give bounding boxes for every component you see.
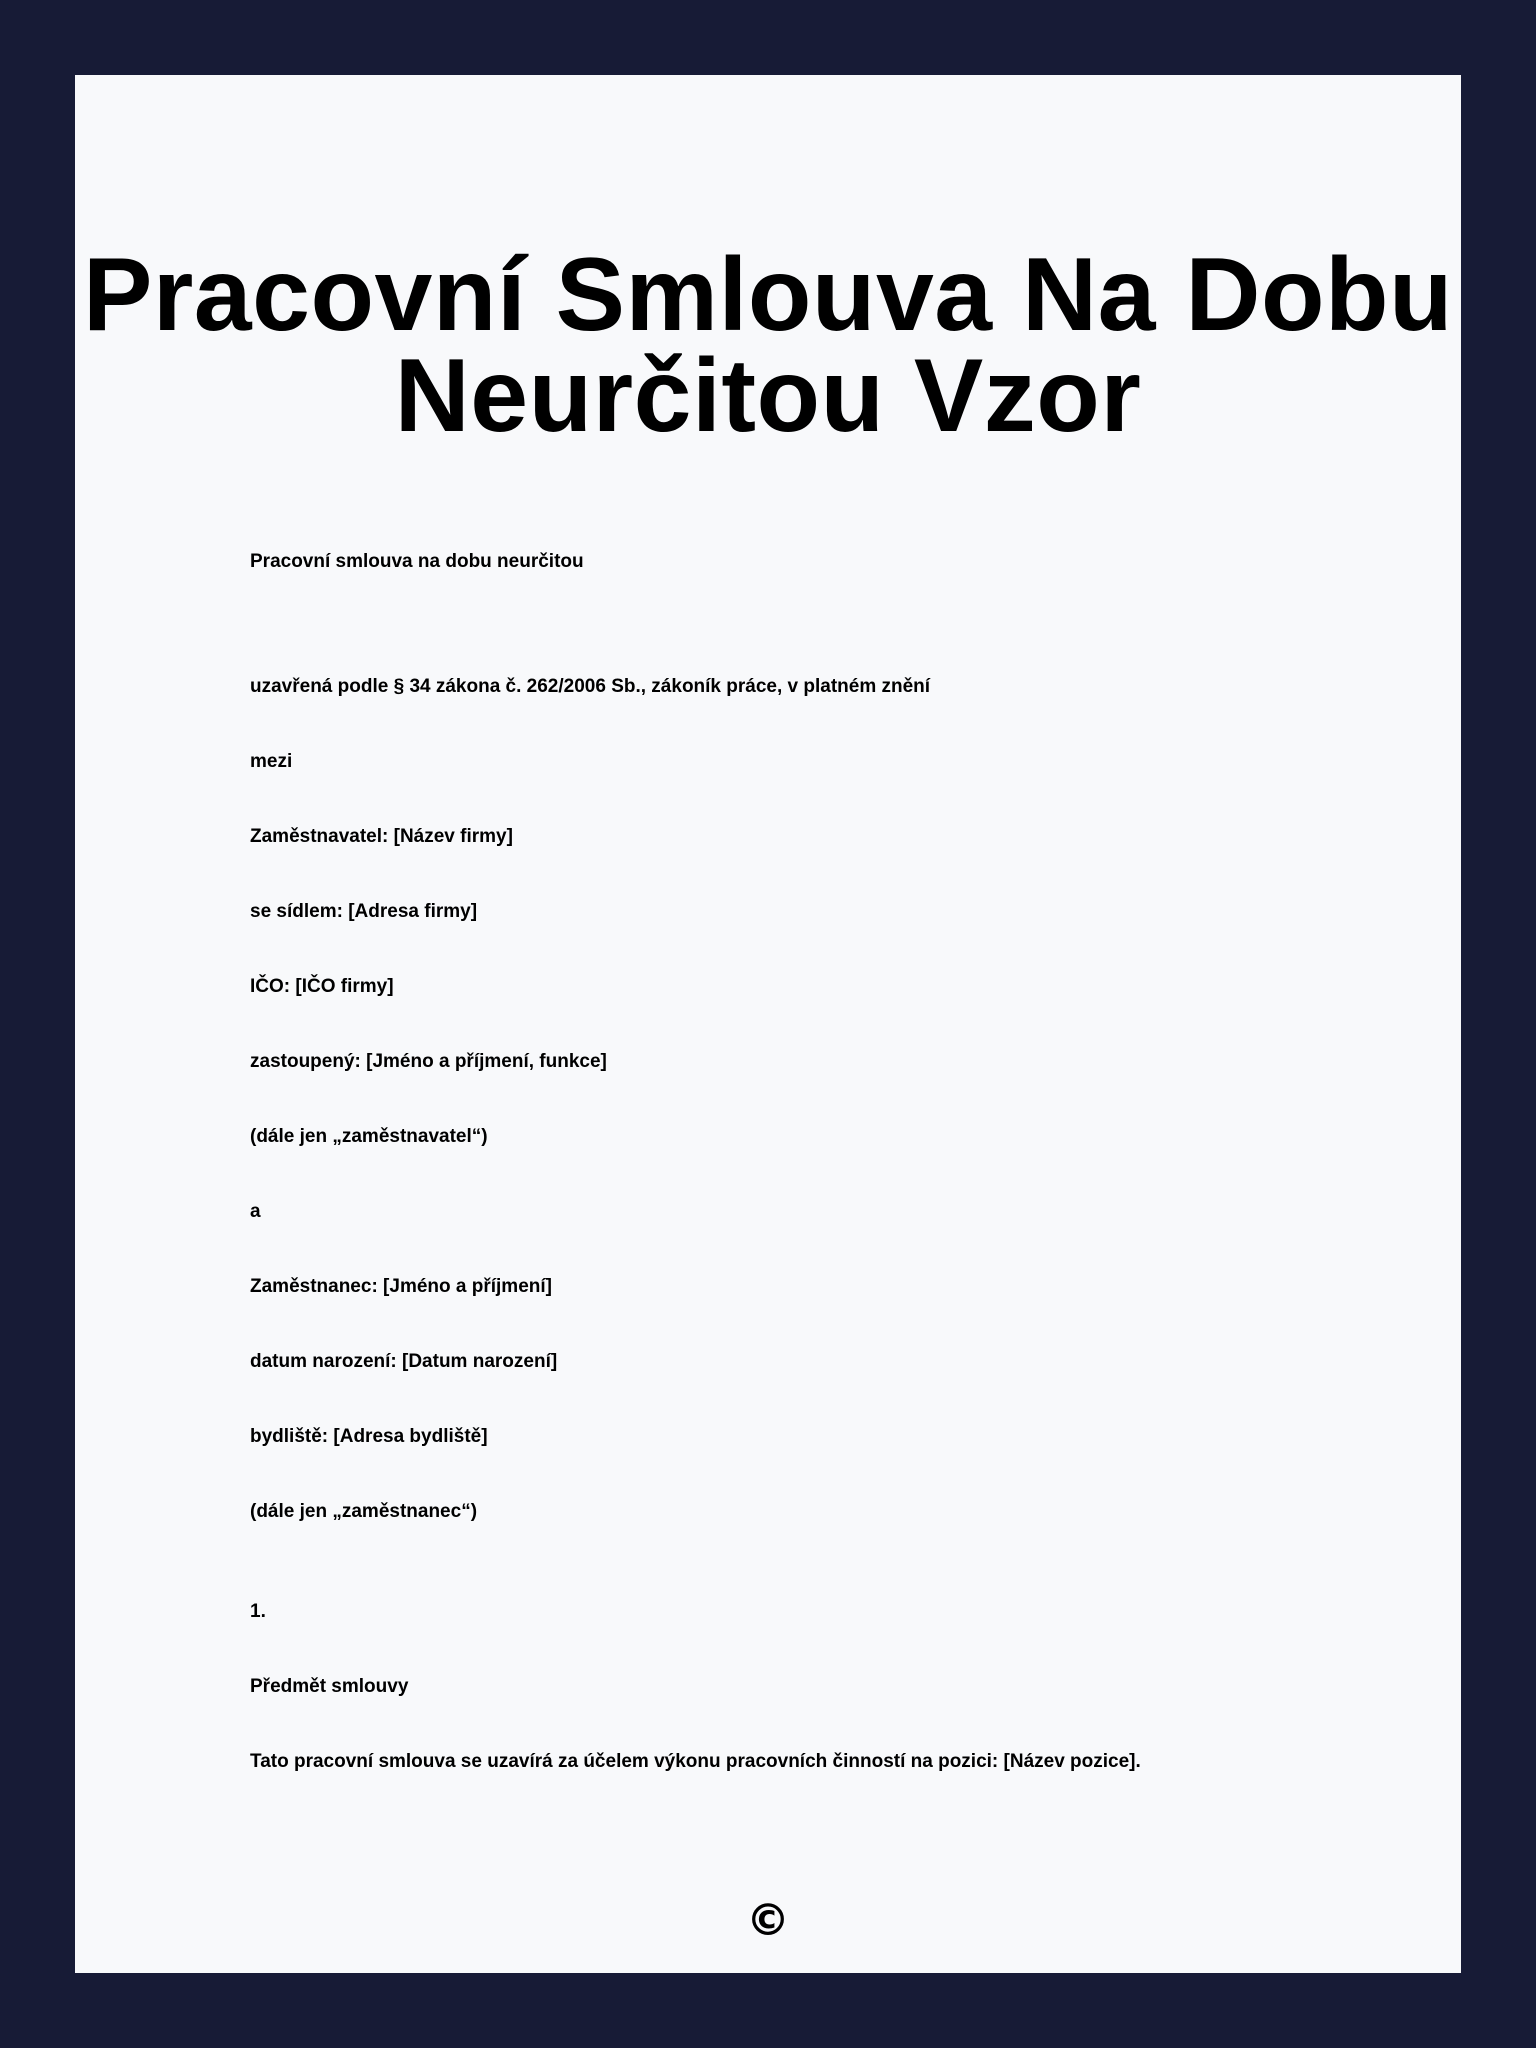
employer-ico-line: IČO: [IČO firmy] (250, 976, 394, 997)
employee-address-line: bydliště: [Adresa bydliště] (250, 1426, 488, 1447)
section-heading: Předmět smlouvy (250, 1676, 409, 1697)
document-heading: Pracovní smlouva na dobu neurčitou (250, 551, 584, 572)
employee-name-line: Zaměstnanec: [Jméno a příjmení] (250, 1276, 552, 1297)
section-number: 1. (250, 1601, 266, 1622)
employee-definition-line: (dále jen „zaměstnanec“) (250, 1501, 478, 1522)
employer-representative-line: zastoupený: [Jméno a příjmení, funkce] (250, 1051, 607, 1072)
employer-address-line: se sídlem: [Adresa firmy] (250, 901, 478, 922)
section-text: Tato pracovní smlouva se uzavírá za účelem výkonu pracovních činností na pozici: [Název pozice]. (250, 1751, 1141, 1772)
document-page (75, 75, 1461, 1973)
employer-definition-line: (dále jen „zaměstnavatel“) (250, 1126, 488, 1147)
and-line: a (250, 1201, 261, 1222)
employer-name-line: Zaměstnavatel: [Název firmy] (250, 826, 513, 847)
document-title: Pracovní Smlouva Na Dobu Neurčitou Vzor (82, 237, 1454, 454)
legal-basis-line: uzavřená podle § 34 zákona č. 262/2006 Sb., zákoník práce, v platném znění (250, 676, 931, 697)
between-line: mezi (250, 751, 293, 772)
employee-birthdate-line: datum narození: [Datum narození] (250, 1351, 558, 1372)
copyright-icon: © (746, 1895, 790, 1946)
